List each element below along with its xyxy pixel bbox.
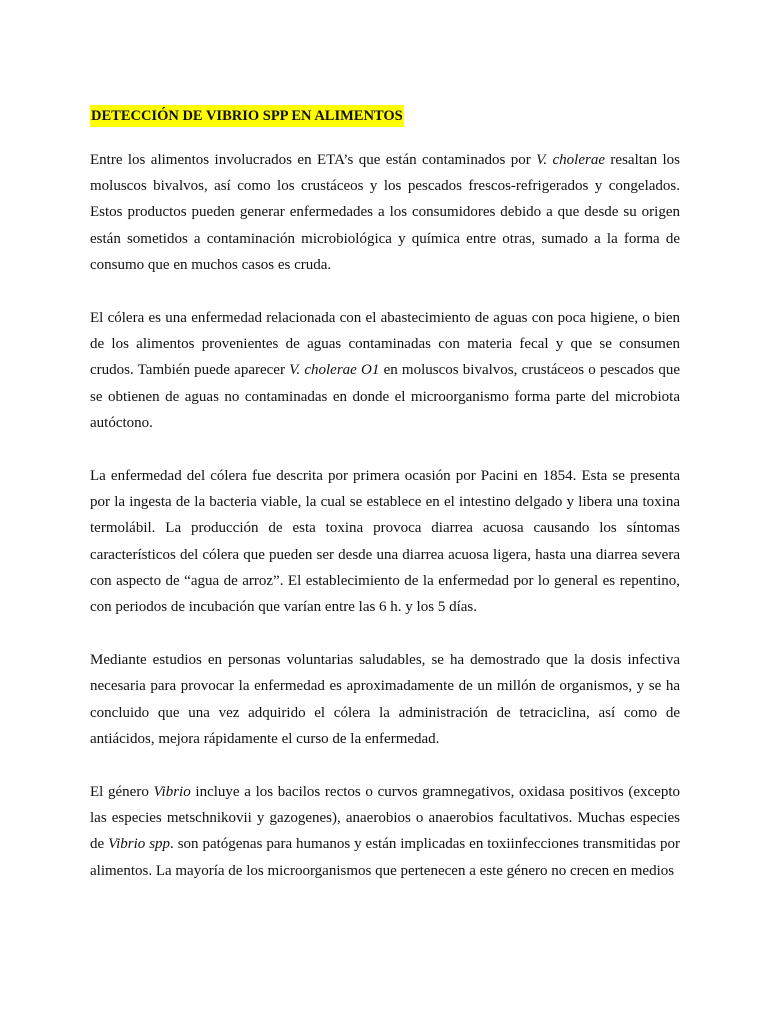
paragraph [90,779,680,884]
text-segment: El género [90,784,154,801]
paragraph [90,647,680,752]
text-segment: en moluscos bivalvos, crustáceos o pescados que se obtienen de aguas no contaminadas en donde el microorganismo forma parte del microbiota autóctono. [90,362,680,431]
document-page [90,105,680,911]
document-body [90,147,680,884]
italic-text: Vibrio spp [108,836,171,853]
text-segment: Entre los alimentos involucrados en ETA’s que están contaminados por [90,152,537,168]
italic-text: V. cholerae O1 [289,362,380,379]
text-segment: La enfermedad del cólera fue descrita por primera ocasión por Pacini en 1854. Esta se presenta por la ingesta de la bacteria viable, la cual se establece en el intestino delgado y libera una toxina termolábil. La producción de esta toxina provoca diarrea acuosa causando los síntomas característicos del cólera que pueden ser desde una diarrea acuosa ligera, hasta una diarrea severa con aspecto de “agua de arroz”. El establecimiento de la enfermedad por lo general es repentino, con periodos de incubación que varían entre las 6 h. y los 5 días. [90,468,680,616]
document-title: DETECCIÓN DE VIBRIO SPP EN ALIMENTOS [90,105,404,127]
paragraph [90,463,680,620]
text-segment: resaltan los moluscos bivalvos, así como los crustáceos y los pescados frescos-refrigerados y congelados. Estos productos pueden generar enfermedades a los consumidores debido a que desde su origen están sometidos a contaminación microbiológica y química entre otras, sumado a la forma de consumo que en muchos casos es cruda. [90,152,680,273]
text-segment: incluye a los bacilos rectos o curvos gramnegativos, oxidasa positivos (excepto las especies metschnikovii y gazogenes), anaerobios o anaerobios facultativos. Muchas especies de [90,784,680,853]
paragraph [90,305,680,436]
italic-text: V. cholerae [536,152,606,168]
text-segment: El cólera es una enfermedad relacionada con el abastecimiento de aguas con poca higiene, o bien de los alimentos provenientes de aguas contaminadas con materia fecal y que se consumen crudos. También puede aparecer [90,310,680,379]
paragraph [90,147,680,278]
text-segment: Mediante estudios en personas voluntarias saludables, se ha demostrado que la dosis infectiva necesaria para provocar la enfermedad es aproximadamente de un millón de organismos, y se ha concluido que una vez adquirido el cólera la administración de tetraciclina, así como de antiácidos, mejora rápidamente el curso de la enfermedad. [90,652,680,747]
text-segment: . son patógenas para humanos y están implicadas en toxiinfecciones transmitidas por alimentos. La mayoría de los microorganismos que pertenecen a este género no crecen en medios [90,836,680,879]
italic-text: Vibrio [153,784,191,801]
